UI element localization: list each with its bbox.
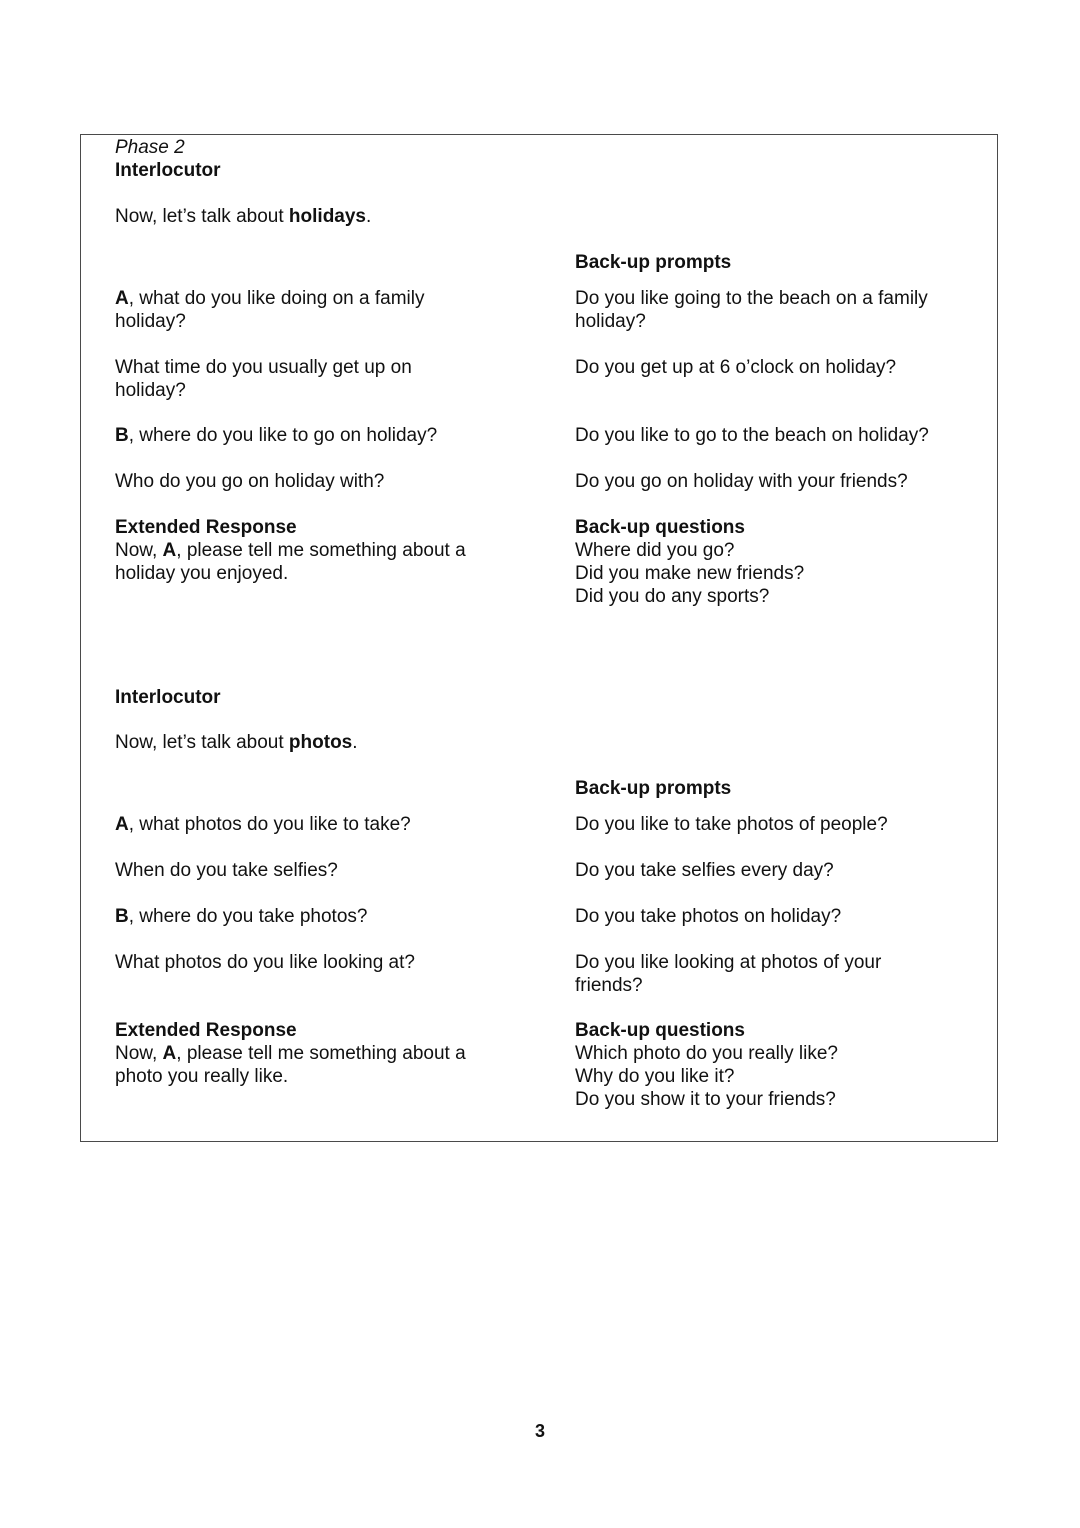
prompt-4: Do you like looking at photos of your friends? [575, 952, 882, 996]
prompt-1: Do you like going to the beach on a family holiday? [575, 288, 928, 332]
prompt-2: Do you get up at 6 o’clock on holiday? [575, 357, 897, 378]
phase-label: Phase 2 [115, 137, 185, 158]
topic-intro: Now, let’s talk about holidays. [115, 206, 372, 227]
prompt-1: Do you like to take photos of people? [575, 814, 888, 835]
question-3: B, where do you like to go on holiday? [115, 425, 438, 446]
backup-questions-heading: Back-up questions [575, 1020, 745, 1041]
prompt-3: Do you take photos on holiday? [575, 906, 842, 927]
interlocutor-heading: Interlocutor [115, 687, 221, 708]
backup-question: Do you show it to your friends? [575, 1089, 836, 1110]
question-2: What time do you usually get up on holiday? [115, 357, 412, 401]
prompt-3: Do you like to go to the beach on holiday? [575, 425, 929, 446]
question-4: Who do you go on holiday with? [115, 471, 385, 492]
extended-response-text: Now, A, please tell me something about a holiday you enjoyed. [115, 540, 466, 584]
backup-prompts-heading: Back-up prompts [575, 778, 732, 799]
question-3: B, where do you take photos? [115, 906, 368, 927]
question-1: A, what photos do you like to take? [115, 814, 411, 835]
backup-question: Where did you go? [575, 540, 735, 561]
backup-questions-list [575, 539, 804, 608]
interlocutor-heading: Interlocutor [115, 160, 221, 181]
backup-questions-heading: Back-up questions [575, 517, 745, 538]
backup-questions-list [575, 1042, 838, 1111]
question-1: A, what do you like doing on a family holiday? [115, 288, 425, 332]
backup-question: Did you do any sports? [575, 586, 770, 607]
prompt-2: Do you take selfies every day? [575, 860, 834, 881]
backup-question: Did you make new friends? [575, 563, 805, 584]
question-2: When do you take selfies? [115, 860, 338, 881]
extended-response-text: Now, A, please tell me something about a photo you really like. [115, 1043, 466, 1087]
question-4: What photos do you like looking at? [115, 952, 415, 973]
prompt-4: Do you go on holiday with your friends? [575, 471, 908, 492]
backup-question: Which photo do you really like? [575, 1043, 838, 1064]
backup-prompts-heading: Back-up prompts [575, 252, 732, 273]
topic-intro: Now, let’s talk about photos. [115, 732, 358, 753]
extended-response-heading: Extended Response [115, 517, 297, 538]
extended-response-heading: Extended Response [115, 1020, 297, 1041]
page-number: 3 [534, 1421, 545, 1441]
backup-question: Why do you like it? [575, 1066, 735, 1087]
